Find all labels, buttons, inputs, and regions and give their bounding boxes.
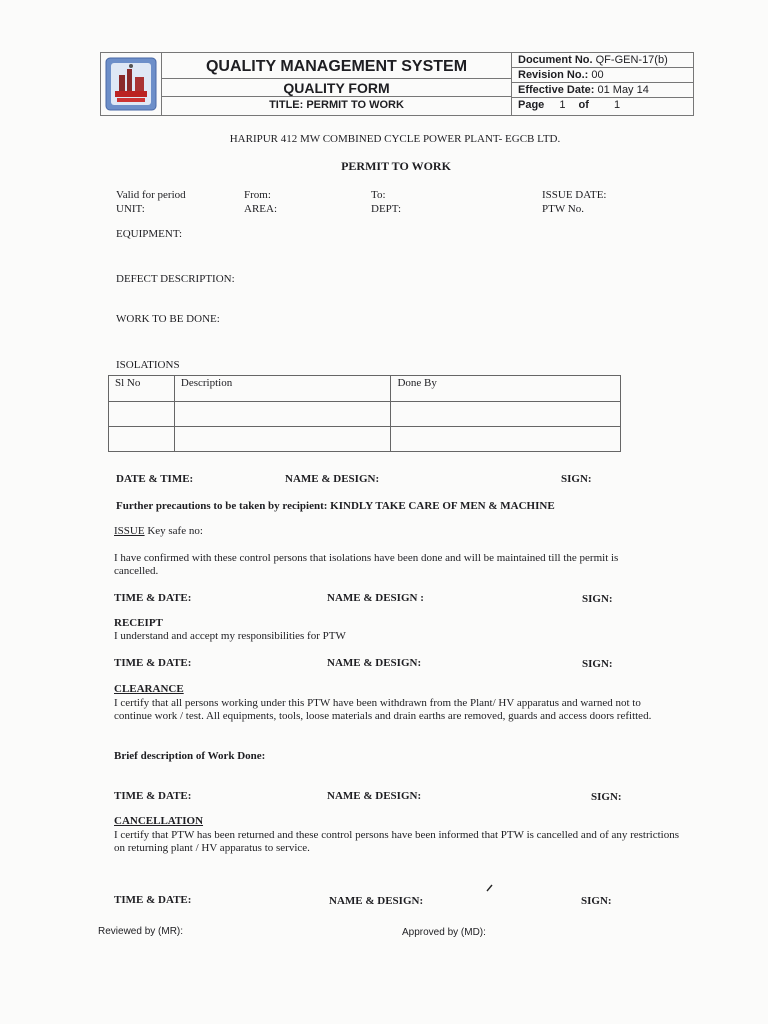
form-title: TITLE: PERMIT TO WORK [269,99,404,111]
table-header-row [109,376,621,402]
clearance-sign-label: SIGN: [591,791,622,803]
from-label: From: [244,189,271,201]
table-cell[interactable] [391,427,621,452]
system-title: QUALITY MANAGEMENT SYSTEM [162,53,511,79]
effective-date-row [512,83,693,98]
form-type: QUALITY FORM [162,79,511,97]
revision-value: 00 [591,69,604,81]
work-to-be-done-label: WORK TO BE DONE: [116,313,220,325]
table-cell[interactable] [174,427,391,452]
name-design-label: NAME & DESIGN: [285,473,380,485]
logo-cell [101,53,162,115]
issue-name-design-label: NAME & DESIGN : [327,592,424,604]
sign-label: SIGN: [561,473,592,485]
document-header [100,52,694,116]
area-label: AREA: [244,203,277,215]
pen-mark [486,884,494,892]
equipment-label: EQUIPMENT: [116,228,183,240]
clearance-time-date-label: TIME & DATE: [114,790,192,802]
doc-no-row [512,53,693,68]
defect-description-label: DEFECT DESCRIPTION: [116,273,235,285]
issue-statement: I have confirmed with these control persons that isolations have been done and will be maintained till the permit is cancelled. [114,552,619,577]
approved-by-label: Approved by (MD): [402,927,486,938]
issue-date-label: ISSUE DATE: [542,189,607,201]
issue-time-date-label: TIME & DATE: [114,592,192,604]
page-total: 1 [614,99,621,111]
receipt-sign-label: SIGN: [582,658,613,670]
company-seal-icon [105,57,157,111]
table-cell[interactable] [391,402,621,427]
document-title: PERMIT TO WORK [341,159,451,173]
dept-label: DEPT: [371,203,402,215]
table-row [109,402,621,427]
plant-name: HARIPUR 412 MW COMBINED CYCLE POWER PLANT- EGCB LTD. [229,133,561,145]
page-number: 1 [559,99,566,111]
valid-for-period-label: Valid for period [116,189,186,201]
cancellation-name-design-label: NAME & DESIGN: [329,895,424,907]
receipt-heading: RECEIPT [114,617,163,629]
to-label: To: [371,189,386,201]
reviewed-by-label: Reviewed by (MR): [98,926,184,937]
column-header-description: Description [174,376,391,402]
table-row [109,427,621,452]
page-label: Page [518,99,545,111]
doc-no-label: Document No. [518,54,593,66]
column-header-done-by: Done By [391,376,621,402]
ptw-no-label: PTW No. [542,203,584,215]
cancellation-time-date-label: TIME & DATE: [114,894,192,906]
effective-date-label: Effective Date: [518,84,595,96]
clearance-name-design-label: NAME & DESIGN: [327,790,422,802]
cancellation-statement: I certify that PTW has been returned and these control persons have been informed that PTW is cancelled and of any restrictions on returning plant / HV apparatus to service. [114,829,679,854]
table-cell[interactable] [109,402,175,427]
clearance-heading: CLEARANCE [114,683,184,695]
further-precautions: Further precautions to be taken by recipient: KINDLY TAKE CARE OF MEN & MACHINE [116,500,555,512]
revision-label: Revision No.: [518,69,589,81]
table-cell[interactable] [174,402,391,427]
cancellation-sign-label: SIGN: [581,895,612,907]
page-of: of [578,99,589,111]
receipt-time-date-label: TIME & DATE: [114,657,192,669]
doc-no-value: QF-GEN-17(b) [595,54,668,66]
cancellation-heading: CANCELLATION [114,815,204,827]
issue-heading: ISSUE [114,525,145,537]
key-safe-label: Key safe no: [144,525,203,537]
column-header-sl-no: Sl No [109,376,175,402]
isolations-table [108,375,621,452]
header-title-block [162,53,512,115]
table-cell[interactable] [109,427,175,452]
issue-key-safe-line [114,525,203,537]
effective-date-value: 01 May 14 [597,84,649,96]
revision-row [512,68,693,83]
isolations-heading: ISOLATIONS [116,359,180,371]
issue-sign-label: SIGN: [582,593,613,605]
receipt-statement: I understand and accept my responsibilities for PTW [114,630,346,642]
date-time-label: DATE & TIME: [116,473,194,485]
brief-description-label: Brief description of Work Done: [114,750,266,762]
page-row [512,98,693,113]
receipt-name-design-label: NAME & DESIGN: [327,657,422,669]
clearance-statement: I certify that all persons working under this PTW have been withdrawn from the Plant/ HV apparatus and warned not to continue work / test. All equipments, tools, loose materials and drain earths are removed, guards and access doors refitted. [114,697,652,722]
header-meta-block [512,53,693,115]
unit-label: UNIT: [116,203,145,215]
